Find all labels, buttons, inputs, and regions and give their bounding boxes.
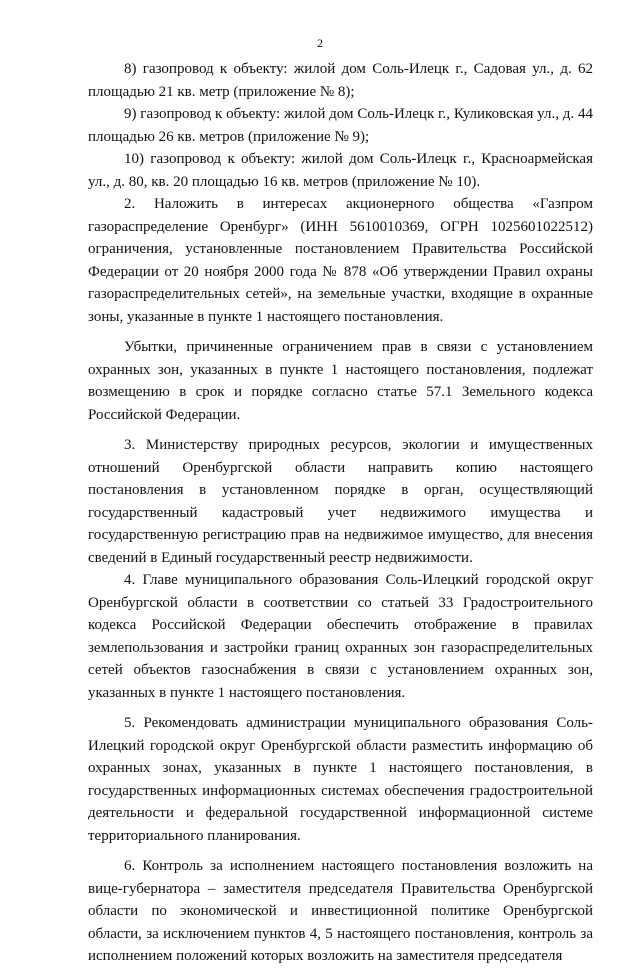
paragraph-clause-5: 5. Рекомендовать администрации муниципального образования Соль-Илецкий городской округ Оренбургской области разместить информацию об охранных зонах, указанных в пункте 1 настоящего постановления, в государственных информационных системах обеспечения градостроительной деятельности и федеральной государственной информационной системе территориального планирования. bbox=[88, 715, 593, 844]
paragraph-losses: Убытки, причиненные ограничением прав в связи с установлением охранных зон, указанных в пункте 1 настоящего постановления, подлежат возмещению в срок и порядке согласно статье 57.1 Земельного кодекса Российской Федерации. bbox=[88, 339, 593, 423]
paragraph-clause-6: 6. Контроль за исполнением настоящего постановления возложить на вице-губернатора – заместителя председателя Правительства Оренбургской области по экономической и инвестиционной политике Оренбургской области, за исключением пунктов 4, 5 настоящего постановления, контроль за исполнением положений которых возложить на заместителя председателя bbox=[88, 858, 593, 964]
paragraph-clause-2: 2. Наложить в интересах акционерного общества «Газпром газораспределение Оренбург» (ИНН 5610010369, ОГРН 1025601022512) ограничения, установленные постановлением Правительства Российской Федерации от 20 ноября 2000 года № 878 «Об утверждении Правил охраны газораспределительных сетей», на земельные участки, входящие в охранные зоны, указанные в пункте 1 настоящего постановления. bbox=[88, 196, 593, 325]
document-body bbox=[88, 58, 593, 968]
page-number: 2 bbox=[317, 36, 323, 50]
paragraph-item-8: 8) газопровод к объекту: жилой дом Соль-Илецк г., Садовая ул., д. 62 площадью 21 кв. метр (приложение № 8); bbox=[88, 61, 593, 100]
paragraph-item-9: 9) газопровод к объекту: жилой дом Соль-Илецк г., Куликовская ул., д. 44 площадью 26 кв. метров (приложение № 9); bbox=[88, 106, 593, 145]
paragraph-clause-3: 3. Министерству природных ресурсов, экологии и имущественных отношений Оренбургской области направить копию настоящего постановления в установленном порядке в орган, осуществляющий государственный кадастровый учет недвижимого имущества и государственную регистрацию прав на недвижимое имущество, для внесения сведений в Единый государственный реестр недвижимости. bbox=[88, 437, 593, 566]
paragraph-clause-4: 4. Главе муниципального образования Соль-Илецкий городской округ Оренбургской области в соответствии со статьей 33 Градостроительного кодекса Российской Федерации обеспечить отображение в правилах землепользования и застройки границ охранных зон газораспределительных сетей объектов газоснабжения в связи с установлением охранных зон, указанных в пункте 1 настоящего постановления. bbox=[88, 572, 593, 701]
paragraph-item-10: 10) газопровод к объекту: жилой дом Соль-Илецк г., Красноармейская ул., д. 80, кв. 20 площадью 16 кв. метров (приложение № 10). bbox=[88, 151, 593, 190]
